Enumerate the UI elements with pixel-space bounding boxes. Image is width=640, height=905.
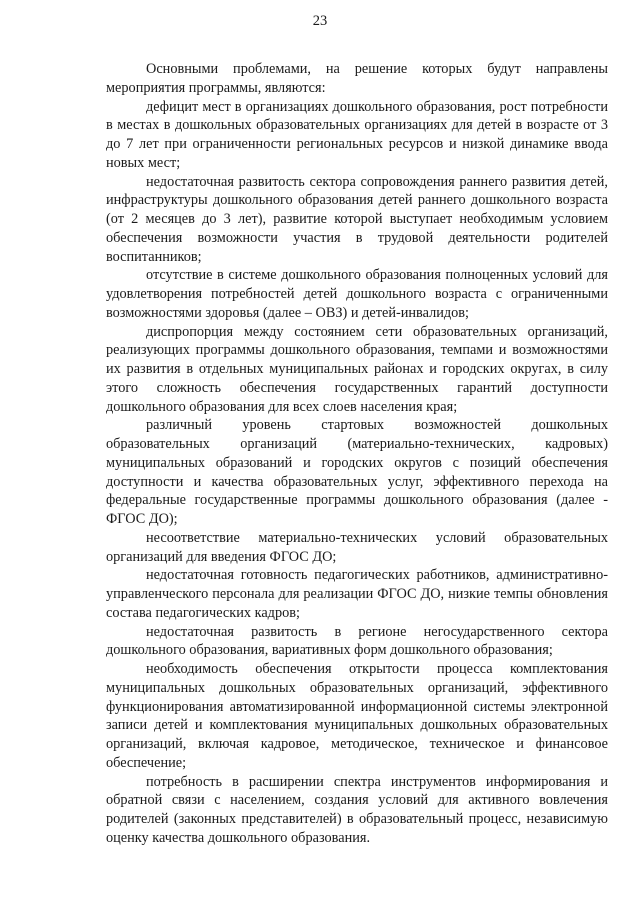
paragraph-problem-9: необходимость обеспечения открытости процесса комплектования муниципальных дошкольных образовательных организаций, эффективного функционирования автоматизированной информационной системы электронной записи детей и комплектования муниципальных дошкольных образовательных организаций, включая кадровое, методическое, техническое и финансовое обеспечение; [106,661,608,771]
body-text [106,60,608,848]
paragraph-problem-4: диспропорция между состоянием сети образовательных организаций, реализующих программы дошкольного образования, темпами и возможностями их развития в отдельных муниципальных районах и городских округах, в силу этого сложность обеспечения государственных гарантий доступности дошкольного образования для всех слоев населения края; [106,323,608,415]
paragraph-intro: Основными проблемами, на решение которых будут направлены мероприятия программы, являются: [106,61,608,96]
paragraph-problem-5: различный уровень стартовых возможностей дошкольных образовательных организаций (материально-технических, кадровых) муниципальных образований и городских округов с позиций обеспечения доступности и качества образовательных услуг, эффективного перехода на федеральные государственные программы дошкольного образования (далее - ФГОС ДО); [106,417,608,527]
paragraph-problem-7: недостаточная готовность педагогических работников, административно-управленческого персонала для реализации ФГОС ДО, низкие темпы обновления состава педагогических кадров; [106,567,608,621]
paragraph-problem-6: несоответствие материально-технических условий образовательных организаций для введения ФГОС ДО; [106,529,608,565]
paragraph-problem-10: потребность в расширении спектра инструментов информирования и обратной связи с населением, создания условий для активного вовлечения родителей (законных представителей) в образовательный процесс, независимую оценку качества дошкольного образования. [106,773,608,846]
paragraph-problem-8: недостаточная развитость в регионе негосударственного сектора дошкольного образования, вариативных форм дошкольного образования; [106,623,608,659]
paragraph-problem-2: недостаточная развитость сектора сопровождения раннего развития детей, инфраструктуры дошкольного образования детей раннего дошкольного возраста (от 2 месяцев до 3 лет), развитие которой выступает необходимым условием обеспечения возможности участия в трудовой деятельности родителей воспитанников; [106,173,608,265]
page-number: 23 [312,13,328,29]
paragraph-problem-3: отсутствие в системе дошкольного образования полноценных условий для удовлетворения потребностей детей дошкольного возраста с ограниченными возможностями здоровья (далее – ОВЗ) и детей-инвалидов; [106,267,608,321]
paragraph-problem-1: дефицит мест в организациях дошкольного образования, рост потребности в местах в дошкольных образовательных организациях для детей в возрасте от 3 до 7 лет при ограниченности региональных ресурсов и низкой динамике ввода новых мест; [106,98,608,171]
